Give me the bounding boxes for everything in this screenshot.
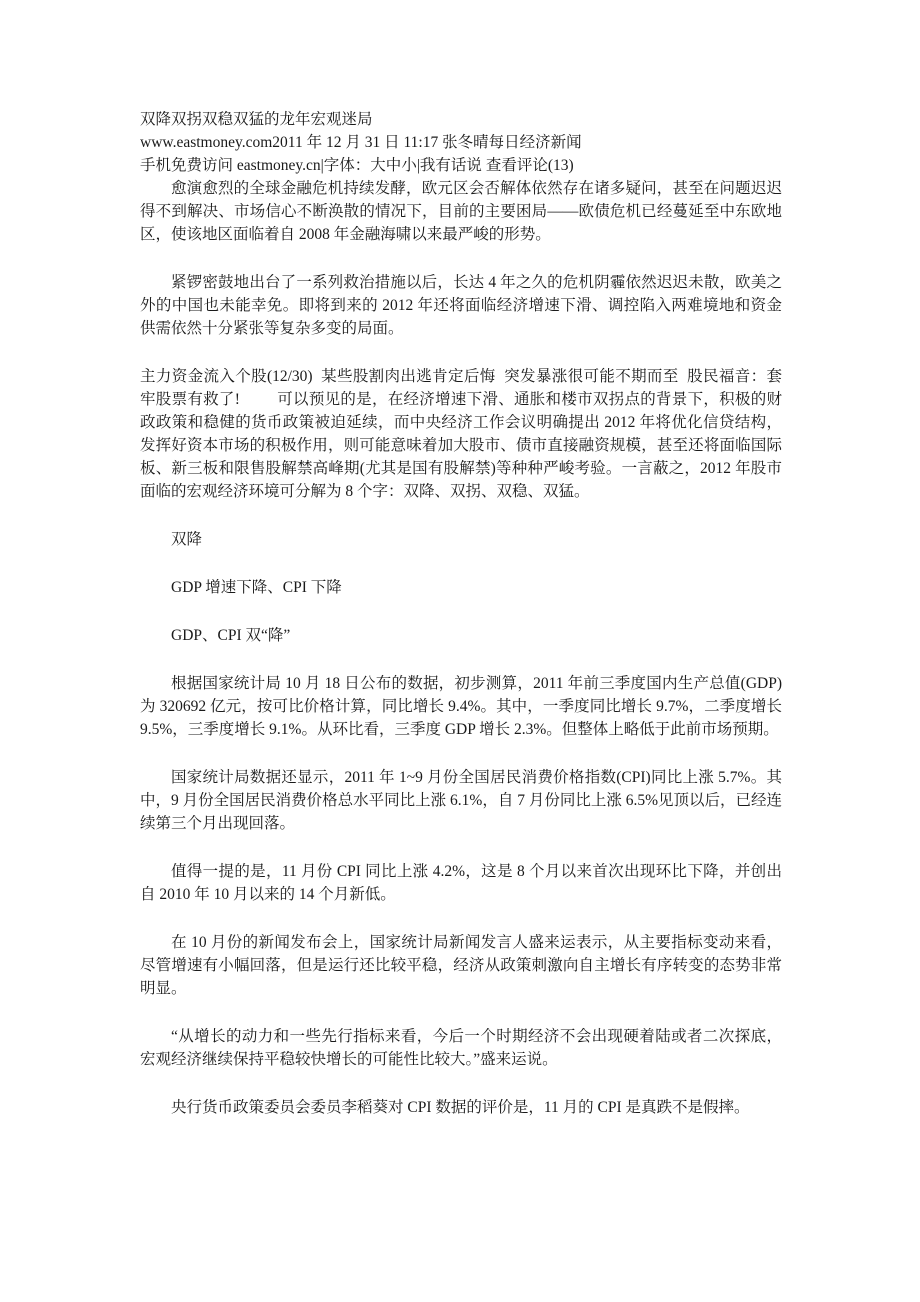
article-title: 双降双拐双稳双猛的龙年宏观迷局 <box>140 111 373 128</box>
font-small-button[interactable]: 小 <box>401 157 417 174</box>
mobile-access-link[interactable]: 手机免费访问 eastmoney.cn <box>140 157 321 174</box>
publish-date: 2011 年 12 月 31 日 11:17 <box>272 134 439 151</box>
paragraph-cpi: 国家统计局数据还显示，2011 年 1~9 月份全国居民消费价格指数(CPI)同比上涨 5.7%。其中，9 月份全国居民消费价格总水平同比上涨 6.1%，自 7 月份同比上涨 6.5%见顶以后，已经连续第三个月出现回落。 <box>140 769 782 832</box>
paragraph-li-daokui: 央行货币政策委员会委员李稻葵对 CPI 数据的评价是，11 月的 CPI 是真跌不是假摔。 <box>171 1099 750 1116</box>
article-toolbar <box>140 154 782 177</box>
view-comments-link[interactable]: 查看评论(13) <box>481 157 574 174</box>
comment-link[interactable]: |我有话说 <box>416 157 482 174</box>
paragraph-gdp: 根据国家统计局 10 月 18 日公布的数据，初步测算，2011 年前三季度国内生产总值(GDP)为 320692 亿元，按可比价格计算，同比增长 9.4%。其中，一季度同比增长 9.7%，二季度增长 9.5%，三季度增长 9.1%。从环比看，三季度 GDP 增长 2.3%。但整体上略低于此前市场预期。 <box>140 675 782 738</box>
font-size-label: |字体： <box>320 157 371 174</box>
promo-link-good-news[interactable]: 股民福音：套牢股票有救了! <box>140 368 783 408</box>
article-meta <box>140 131 782 154</box>
promo-and-outlook-paragraph <box>140 365 782 503</box>
section-subheading-1: GDP 增速下降、CPI 下降 <box>171 579 342 596</box>
promo-link-regret[interactable]: 某些股割肉出逃肯定后悔 <box>321 368 496 385</box>
promo-link-surge[interactable]: 突发暴涨很可能不期而至 <box>504 368 679 385</box>
source-site-link[interactable]: www.eastmoney.com <box>140 134 273 151</box>
paragraph-intro: 愈演愈烈的全球金融危机持续发酵，欧元区会否解体依然存在诸多疑问，甚至在问题迟迟得不到解决、市场信心不断涣散的情况下，目前的主要困局——欧债危机已经蔓延至中东欧地区，使该地区面临着自 2008 年金融海啸以来最严峻的形势。 <box>140 180 782 243</box>
paragraph-outlook: 可以预见的是，在经济增速下滑、通胀和楼市双拐点的背景下，积极的财政政策和稳健的货币政策被迫延续，而中央经济工作会议明确提出 2012 年将优化信贷结构，发挥好资本市场的积极作用，则可能意味着加大股市、债市直接融资规模，甚至还将面临国际板、新三板和限售股解禁高峰期(尤其是国有股解禁)等种种严峻考验。一言蔽之，2012 年股市面临的宏观经济环境可分解为 8 个字：双降、双拐、双稳、双猛。 <box>140 391 782 500</box>
paragraph-crisis: 紧锣密鼓地出台了一系列救治措施以后，长达 4 年之久的危机阴霾依然迟迟未散，欧美之外的中国也未能幸免。即将到来的 2012 年还将面临经济增速下滑、调控陷入两难境地和资金供需依然十分紧张等复杂多变的局面。 <box>140 274 782 337</box>
font-medium-button[interactable]: 中 <box>385 157 402 174</box>
author-source: 张冬晴每日经济新闻 <box>438 134 582 151</box>
promo-link-capital-flow[interactable]: 主力资金流入个股(12/30) <box>140 368 313 385</box>
paragraph-november-cpi: 值得一提的是，11 月份 CPI 同比上涨 4.2%，这是 8 个月以来首次出现环比下降，并创出自 2010 年 10 月以来的 14 个月新低。 <box>140 863 782 903</box>
paragraph-press-conference: 在 10 月份的新闻发布会上，国家统计局新闻发言人盛来运表示，从主要指标变动来看，尽管增速有小幅回落，但是运行还比较平稳，经济从政策刺激向自主增长有序转变的态势非常明显。 <box>140 934 782 997</box>
section-heading: 双降 <box>171 531 203 548</box>
font-large-button[interactable]: 大 <box>370 157 386 174</box>
paragraph-quote: “从增长的动力和一些先行指标来看，今后一个时期经济不会出现硬着陆或者二次探底，宏观经济继续保持平稳较快增长的可能性比较大。”盛来运说。 <box>140 1028 782 1068</box>
section-subheading-2: GDP、CPI 双“降” <box>171 627 291 644</box>
article <box>140 108 782 1119</box>
